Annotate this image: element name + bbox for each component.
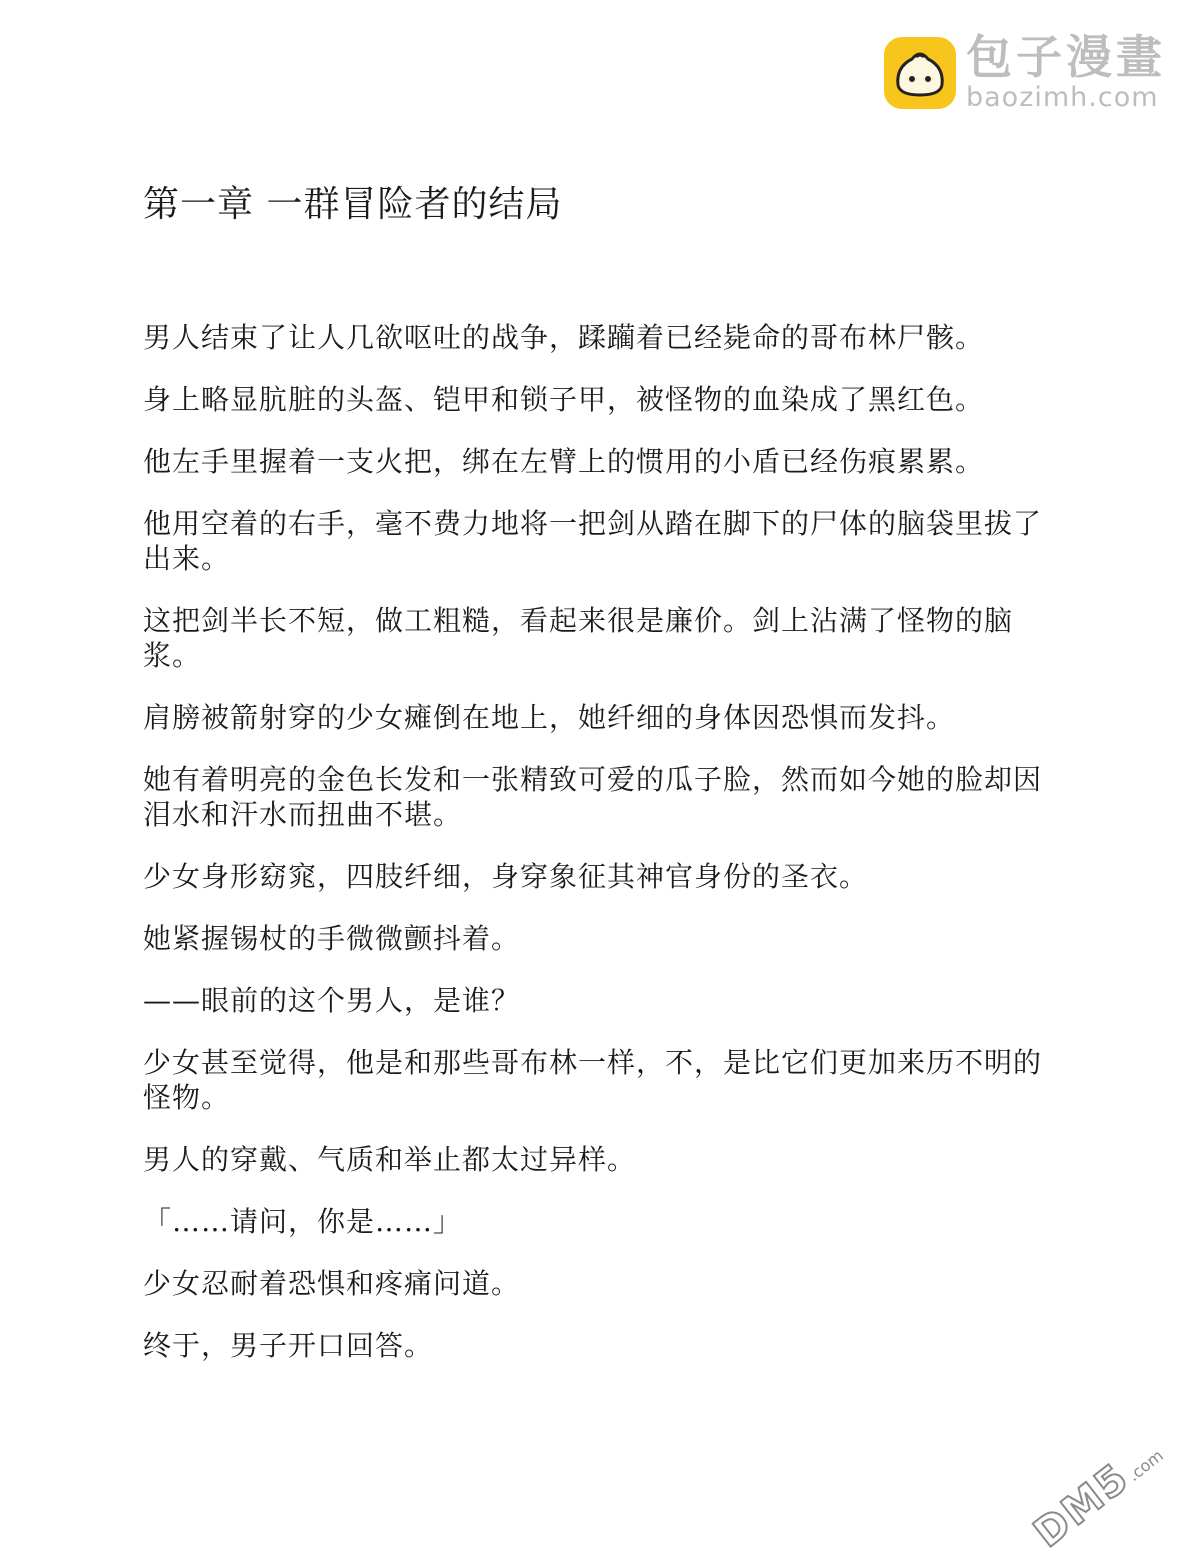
chapter-title: 第一章 一群冒险者的结局 [143,184,563,225]
paragraph: 她紧握锡杖的手微微颤抖着。 [143,922,521,955]
logo-chinese-text: 包子漫畫 [966,30,1166,84]
paragraph: 肩膀被箭射穿的少女瘫倒在地上，她纤细的身体因恐惧而发抖。 [143,701,956,734]
paragraph: 终于，男子开口回答。 [143,1329,434,1362]
watermark-suffix-text: .com [1124,1445,1167,1485]
paragraph: ——眼前的这个男人，是谁？ [143,984,521,1017]
logo-domain-text: baozimh.com [966,82,1159,113]
watermark-main-text: DM5 [1025,1454,1138,1557]
paragraph: 男人结束了让人几欲呕吐的战争，蹂躏着已经毙命的哥布林尸骸。 [143,321,985,354]
paragraph: 他用空着的右手，毫不费力地将一把剑从踏在脚下的尸体的脑袋里拔了出来。 [143,507,1043,575]
site-logo[interactable] [884,30,1166,113]
paragraph: 少女身形窈窕，四肢纤细，身穿象征其神官身份的圣衣。 [143,860,869,893]
paragraph: 她有着明亮的金色长发和一张精致可爱的瓜子脸，然而如今她的脸却因泪水和汗水而扭曲不堪。 [143,763,1043,831]
paragraph: 这把剑半长不短，做工粗糙，看起来很是廉价。剑上沾满了怪物的脑浆。 [143,604,1014,672]
paragraph: 男人的穿戴、气质和举止都太过异样。 [143,1143,637,1176]
paragraph: 「……请问，你是……」 [143,1205,463,1238]
paragraph: 少女甚至觉得，他是和那些哥布林一样，不，是比它们更加来历不明的怪物。 [143,1046,1043,1114]
watermark-logo [1025,1429,1170,1556]
paragraph: 少女忍耐着恐惧和疼痛问道。 [143,1267,521,1300]
paragraph: 身上略显肮脏的头盔、铠甲和锁子甲，被怪物的血染成了黑红色。 [143,383,985,416]
bun-mascot-icon [884,37,956,109]
paragraph: 他左手里握着一支火把，绑在左臂上的惯用的小盾已经伤痕累累。 [143,445,985,478]
chapter-body [143,320,1063,1390]
